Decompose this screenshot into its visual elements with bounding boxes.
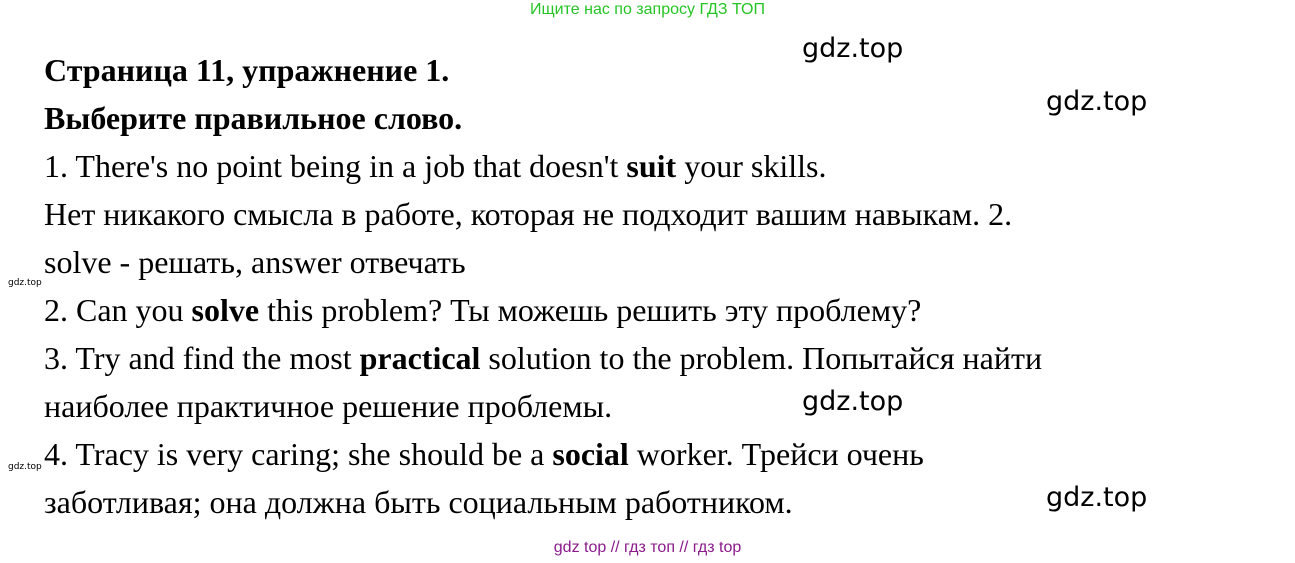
text-line: наиболее практичное решение проблемы. — [44, 388, 613, 424]
answer-word: solve — [191, 292, 260, 328]
text-segment: this problem? Ты можешь решить эту проблему? — [259, 292, 922, 328]
text-segment: your skills. — [676, 148, 827, 184]
watermark-small: gdz.top — [8, 278, 42, 288]
watermark: gdz.top — [1046, 86, 1148, 117]
exercise-text — [44, 46, 1284, 526]
footer-links: gdz top // гдз топ // гдз top — [553, 539, 742, 556]
top-banner: Ищите нас по запросу ГДЗ ТОП — [530, 1, 765, 18]
text-segment: 1. There's no point being in a job that doesn't — [44, 148, 627, 184]
text-segment: 3. Try and find the most — [44, 340, 360, 376]
text-segment: 4. Tracy is very caring; she should be a — [44, 436, 553, 472]
answer-word: social — [552, 436, 629, 472]
page-title: Страница 11, упражнение 1. — [44, 52, 450, 88]
answer-word: practical — [359, 340, 481, 376]
text-segment: 2. Can you — [44, 292, 192, 328]
watermark: gdz.top — [802, 386, 904, 417]
exercise-instruction: Выберите правильное слово. — [44, 100, 463, 136]
text-segment: worker. Трейси очень — [628, 436, 924, 472]
text-line: заботливая; она должна быть социальным работником. — [44, 484, 793, 520]
text-line — [44, 286, 1284, 334]
text-line: Нет никакого смысла в работе, которая не подходит вашим навыкам. 2. — [44, 196, 1013, 232]
watermark-small: gdz.top — [8, 462, 42, 472]
text-line — [44, 430, 1284, 478]
watermark: gdz.top — [1046, 482, 1148, 513]
answer-word: suit — [626, 148, 677, 184]
text-line — [44, 142, 1284, 190]
text-line — [44, 334, 1284, 382]
watermark: gdz.top — [802, 33, 904, 64]
text-line: solve - решать, answer отвечать — [44, 244, 466, 280]
text-segment: solution to the problem. Попытайся найти — [480, 340, 1043, 376]
